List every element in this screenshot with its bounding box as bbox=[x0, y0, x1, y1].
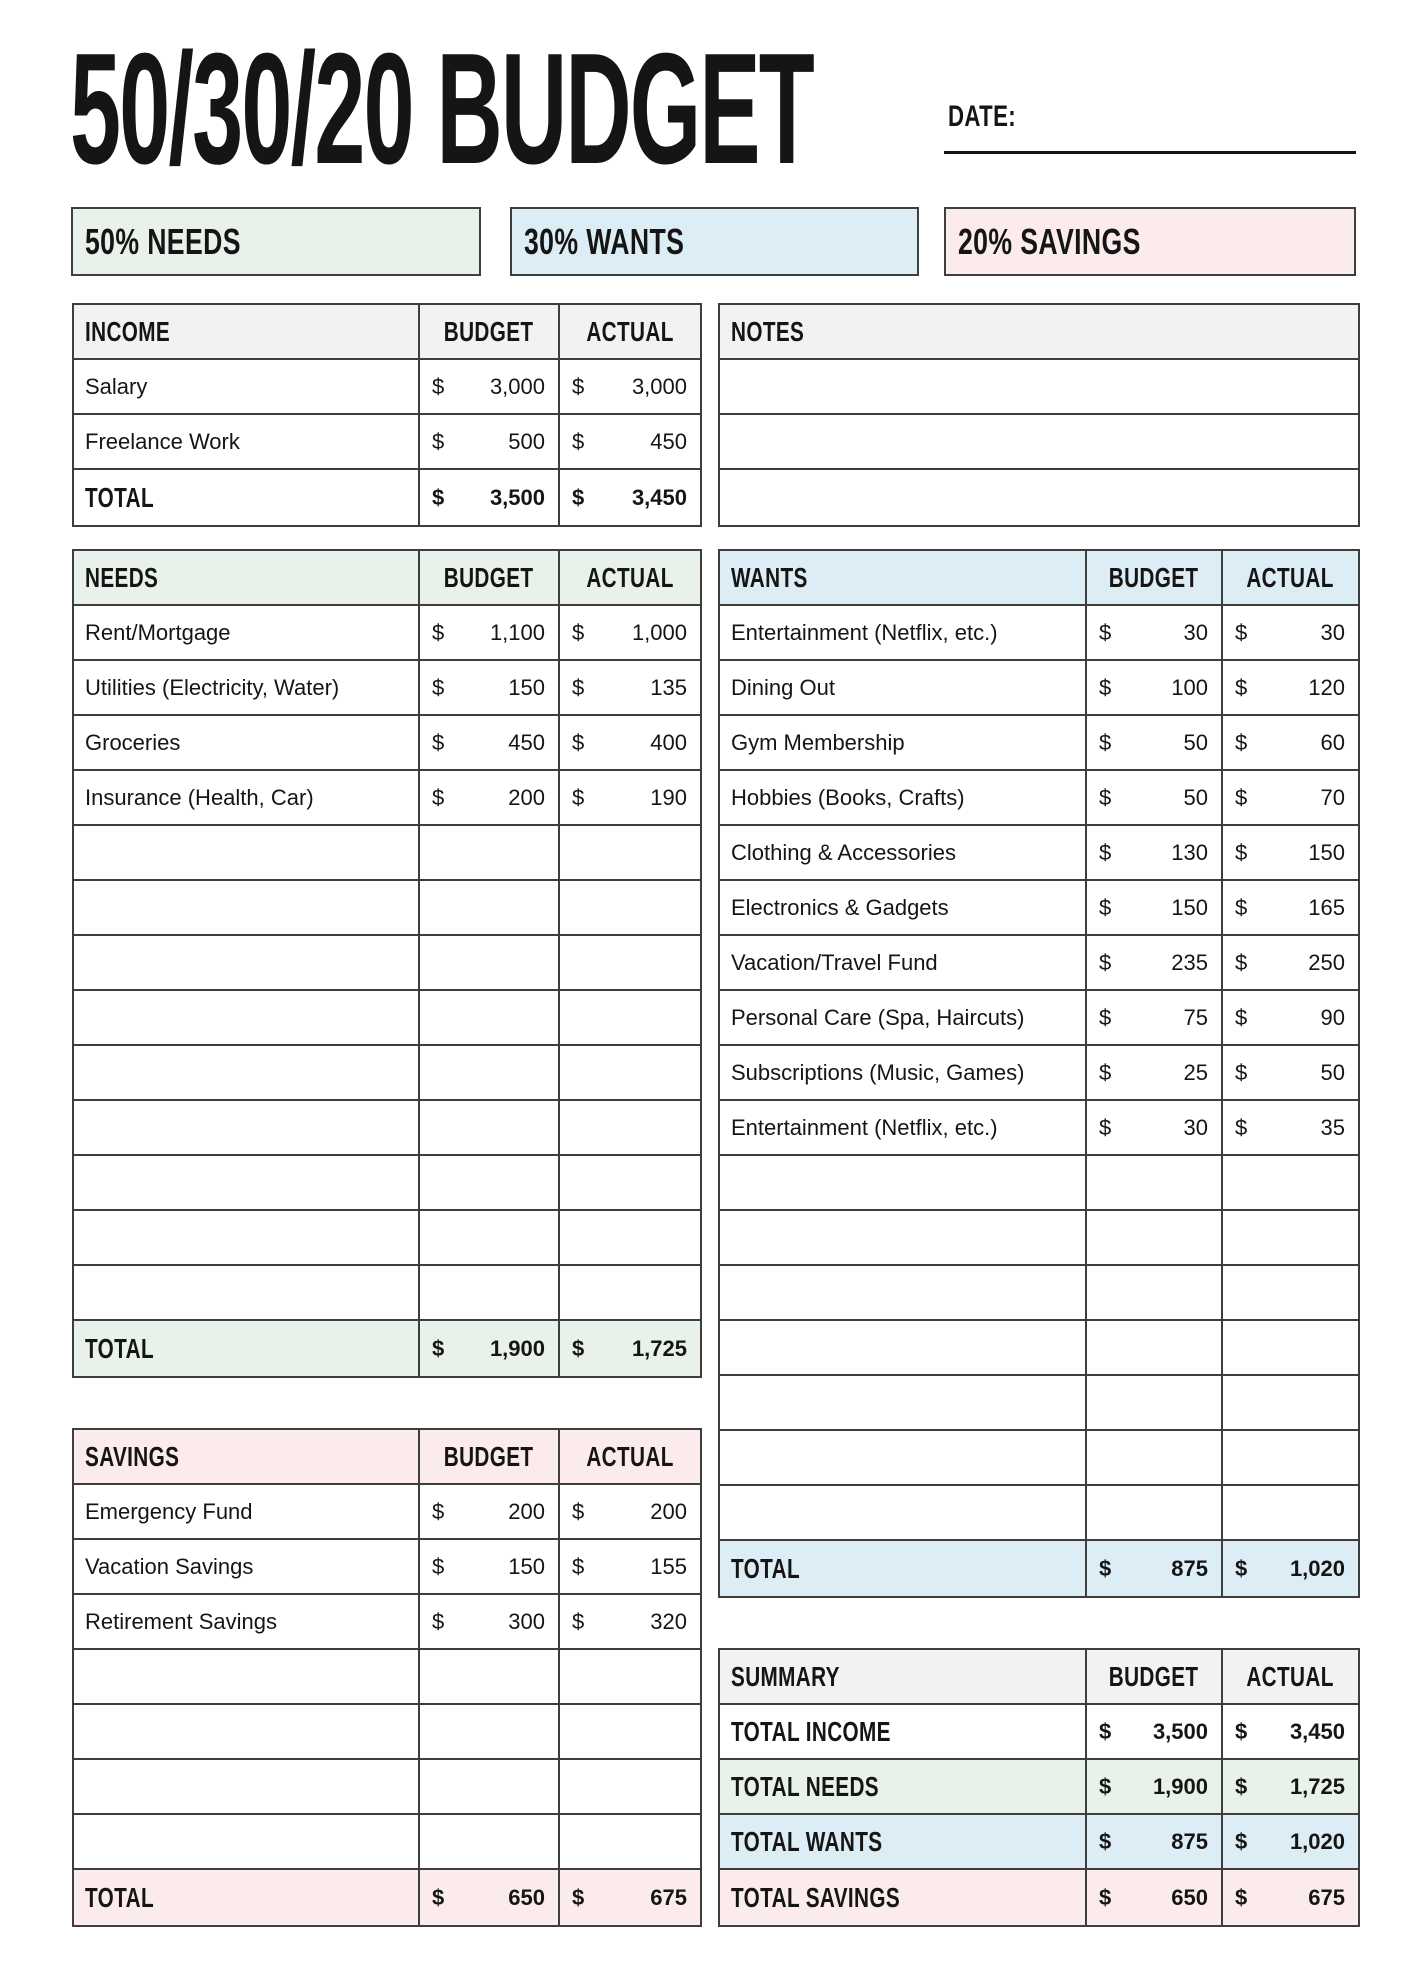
notes-empty-1 bbox=[720, 415, 1358, 470]
savings-badge-label: 20% SAVINGS bbox=[958, 220, 1141, 262]
income-row-1-budget[interactable]: $ 500 bbox=[420, 415, 560, 468]
needs-empty-1-label[interactable] bbox=[74, 881, 420, 934]
needs-row-3 bbox=[74, 771, 700, 826]
wants-row-7-label[interactable]: Personal Care (Spa, Haircuts) bbox=[720, 991, 1087, 1044]
needs-empty-5-label[interactable] bbox=[74, 1101, 420, 1154]
savings-total-actual[interactable]: $ 675 bbox=[572, 1884, 687, 1910]
income-row-0-budget[interactable]: $ 3,000 bbox=[420, 360, 560, 413]
needs-empty-8 bbox=[74, 1266, 700, 1321]
savings-header bbox=[74, 1430, 700, 1485]
needs-empty-0-actual[interactable] bbox=[560, 826, 700, 879]
summary-row-3 bbox=[720, 1870, 1358, 1925]
wants-empty-5-actual[interactable] bbox=[1223, 1431, 1358, 1484]
needs-empty-7 bbox=[74, 1211, 700, 1266]
wants-empty-6-label[interactable] bbox=[720, 1486, 1087, 1539]
needs-row-2-label[interactable]: Groceries bbox=[74, 716, 420, 769]
needs-header-actual: ACTUAL bbox=[586, 561, 674, 593]
wants-empty-1-label[interactable] bbox=[720, 1211, 1087, 1264]
wants-row-2-actual[interactable]: $ 60 bbox=[1235, 729, 1345, 755]
notes-empty-0 bbox=[720, 360, 1358, 415]
income-header-label: INCOME bbox=[74, 305, 420, 358]
savings-empty-1-budget[interactable] bbox=[420, 1705, 560, 1758]
summary-row-1-budget[interactable]: $ 1,900 bbox=[1087, 1760, 1223, 1813]
wants-row-0-label[interactable]: Entertainment (Netflix, etc.) bbox=[720, 606, 1087, 659]
needs-empty-5 bbox=[74, 1101, 700, 1156]
needs-row-0-budget[interactable]: $ 1,100 bbox=[420, 606, 560, 659]
wants-row-5-label[interactable]: Electronics & Gadgets bbox=[720, 881, 1087, 934]
wants-row-4-label[interactable]: Clothing & Accessories bbox=[720, 826, 1087, 879]
notes-empty-2 bbox=[720, 470, 1358, 525]
savings-empty-3-label[interactable] bbox=[74, 1815, 420, 1868]
wants-row-7-actual[interactable]: $ 90 bbox=[1235, 1004, 1345, 1030]
summary-row-2-label[interactable]: TOTAL WANTS bbox=[720, 1815, 1087, 1868]
needs-row-3-budget[interactable]: $ 200 bbox=[420, 771, 560, 824]
wants-row-6-actual[interactable]: $ 250 bbox=[1235, 949, 1345, 975]
wants-row-8 bbox=[720, 1046, 1358, 1101]
wants-total-label[interactable]: TOTAL bbox=[720, 1541, 1087, 1596]
savings-empty-1-actual[interactable] bbox=[560, 1705, 700, 1758]
wants-empty-4-budget[interactable] bbox=[1087, 1376, 1223, 1429]
summary-header-actual: ACTUAL bbox=[1246, 1660, 1335, 1692]
savings-row-1-actual[interactable]: $ 155 bbox=[572, 1553, 687, 1579]
savings-empty-0 bbox=[74, 1650, 700, 1705]
wants-row-1-budget[interactable]: $ 100 bbox=[1087, 661, 1223, 714]
wants-row-9 bbox=[720, 1101, 1358, 1156]
wants-row-2-budget[interactable]: $ 50 bbox=[1087, 716, 1223, 769]
wants-row-4-actual[interactable]: $ 150 bbox=[1235, 839, 1345, 865]
date-fill-line[interactable] bbox=[944, 151, 1356, 154]
savings-row-0-budget[interactable]: $ 200 bbox=[420, 1485, 560, 1538]
needs-empty-2-budget[interactable] bbox=[420, 936, 560, 989]
savings-row-0-label[interactable]: Emergency Fund bbox=[74, 1485, 420, 1538]
wants-total-budget[interactable]: $ 875 bbox=[1087, 1541, 1223, 1596]
notes-header bbox=[720, 305, 1358, 360]
needs-row-0-actual[interactable]: $ 1,000 bbox=[572, 619, 687, 645]
wants-row-8-actual[interactable]: $ 50 bbox=[1235, 1059, 1345, 1085]
summary-table bbox=[718, 1648, 1360, 1927]
needs-badge bbox=[71, 207, 481, 276]
savings-row-0 bbox=[74, 1485, 700, 1540]
savings-header-label: SAVINGS bbox=[74, 1430, 420, 1483]
wants-row-9-budget[interactable]: $ 30 bbox=[1087, 1101, 1223, 1154]
needs-row-2-budget[interactable]: $ 450 bbox=[420, 716, 560, 769]
savings-badge bbox=[944, 207, 1356, 276]
wants-table bbox=[718, 549, 1360, 1598]
wants-empty-3 bbox=[720, 1321, 1358, 1376]
savings-row-2-actual[interactable]: $ 320 bbox=[572, 1608, 687, 1634]
savings-empty-0-actual[interactable] bbox=[560, 1650, 700, 1703]
needs-empty-4-budget[interactable] bbox=[420, 1046, 560, 1099]
wants-empty-4-actual[interactable] bbox=[1223, 1376, 1358, 1429]
needs-row-1-budget[interactable]: $ 150 bbox=[420, 661, 560, 714]
wants-empty-4-label[interactable] bbox=[720, 1376, 1087, 1429]
needs-row-1 bbox=[74, 661, 700, 716]
needs-empty-1-actual[interactable] bbox=[560, 881, 700, 934]
wants-empty-1 bbox=[720, 1211, 1358, 1266]
summary-header bbox=[720, 1650, 1358, 1705]
wants-row-3 bbox=[720, 771, 1358, 826]
needs-empty-2 bbox=[74, 936, 700, 991]
wants-empty-6 bbox=[720, 1486, 1358, 1541]
needs-empty-6-label[interactable] bbox=[74, 1156, 420, 1209]
income-total-actual[interactable]: $ 3,450 bbox=[572, 484, 687, 510]
notes-empty-0-label[interactable] bbox=[720, 360, 1354, 413]
savings-header-actual: ACTUAL bbox=[586, 1440, 674, 1472]
wants-empty-0-label[interactable] bbox=[720, 1156, 1087, 1209]
summary-header-label: SUMMARY bbox=[720, 1650, 1087, 1703]
wants-empty-3-label[interactable] bbox=[720, 1321, 1087, 1374]
income-row-1-actual[interactable]: $ 450 bbox=[572, 428, 687, 454]
needs-table bbox=[72, 549, 702, 1378]
savings-row-1-budget[interactable]: $ 150 bbox=[420, 1540, 560, 1593]
needs-empty-5-budget[interactable] bbox=[420, 1101, 560, 1154]
savings-empty-3-budget[interactable] bbox=[420, 1815, 560, 1868]
wants-row-3-budget[interactable]: $ 50 bbox=[1087, 771, 1223, 824]
needs-empty-4-label[interactable] bbox=[74, 1046, 420, 1099]
summary-header-budget: BUDGET bbox=[1087, 1650, 1223, 1703]
date-label: DATE: bbox=[948, 100, 1017, 133]
wants-empty-3-budget[interactable] bbox=[1087, 1321, 1223, 1374]
savings-empty-1 bbox=[74, 1705, 700, 1760]
needs-total-budget[interactable]: $ 1,900 bbox=[420, 1321, 560, 1376]
wants-row-6-label[interactable]: Vacation/Travel Fund bbox=[720, 936, 1087, 989]
wants-total-actual[interactable]: $ 1,020 bbox=[1235, 1555, 1345, 1581]
wants-empty-6-budget[interactable] bbox=[1087, 1486, 1223, 1539]
needs-row-2-actual[interactable]: $ 400 bbox=[572, 729, 687, 755]
needs-empty-1-budget[interactable] bbox=[420, 881, 560, 934]
wants-empty-5 bbox=[720, 1431, 1358, 1486]
income-row-0-label[interactable]: Salary bbox=[74, 360, 420, 413]
needs-row-1-label[interactable]: Utilities (Electricity, Water) bbox=[74, 661, 420, 714]
notes-table bbox=[718, 303, 1360, 527]
summary-row-1-label[interactable]: TOTAL NEEDS bbox=[720, 1760, 1087, 1813]
summary-row-1 bbox=[720, 1760, 1358, 1815]
needs-empty-3-actual[interactable] bbox=[560, 991, 700, 1044]
needs-row-1-actual[interactable]: $ 135 bbox=[572, 674, 687, 700]
wants-empty-1-actual[interactable] bbox=[1223, 1211, 1358, 1264]
savings-table bbox=[72, 1428, 702, 1927]
income-table bbox=[72, 303, 702, 527]
wants-header-budget: BUDGET bbox=[1087, 551, 1223, 604]
wants-row-6 bbox=[720, 936, 1358, 991]
summary-row-1-actual[interactable]: $ 1,725 bbox=[1235, 1773, 1345, 1799]
income-row-0-actual[interactable]: $ 3,000 bbox=[572, 373, 687, 399]
needs-empty-3-label[interactable] bbox=[74, 991, 420, 1044]
needs-empty-5-actual[interactable] bbox=[560, 1101, 700, 1154]
savings-total bbox=[74, 1870, 700, 1925]
wants-row-9-label[interactable]: Entertainment (Netflix, etc.) bbox=[720, 1101, 1087, 1154]
wants-header bbox=[720, 551, 1358, 606]
income-header-budget: BUDGET bbox=[420, 305, 560, 358]
income-total-label[interactable]: TOTAL bbox=[74, 470, 420, 525]
wants-row-6-budget[interactable]: $ 235 bbox=[1087, 936, 1223, 989]
savings-empty-3-actual[interactable] bbox=[560, 1815, 700, 1868]
wants-empty-0-budget[interactable] bbox=[1087, 1156, 1223, 1209]
needs-empty-3 bbox=[74, 991, 700, 1046]
wants-row-1-label[interactable]: Dining Out bbox=[720, 661, 1087, 714]
needs-empty-1 bbox=[74, 881, 700, 936]
needs-empty-8-label[interactable] bbox=[74, 1266, 420, 1319]
needs-empty-4 bbox=[74, 1046, 700, 1101]
wants-empty-2-label[interactable] bbox=[720, 1266, 1087, 1319]
savings-header-budget: BUDGET bbox=[420, 1430, 560, 1483]
wants-empty-5-label[interactable] bbox=[720, 1431, 1087, 1484]
wants-row-4-budget[interactable]: $ 130 bbox=[1087, 826, 1223, 879]
wants-empty-0-actual[interactable] bbox=[1223, 1156, 1358, 1209]
wants-row-9-actual[interactable]: $ 35 bbox=[1235, 1114, 1345, 1140]
summary-row-2-actual[interactable]: $ 1,020 bbox=[1235, 1828, 1345, 1854]
wants-row-1 bbox=[720, 661, 1358, 716]
savings-empty-2-budget[interactable] bbox=[420, 1760, 560, 1813]
needs-row-0-label[interactable]: Rent/Mortgage bbox=[74, 606, 420, 659]
summary-row-2 bbox=[720, 1815, 1358, 1870]
notes-empty-1-label[interactable] bbox=[720, 415, 1354, 468]
wants-row-0-budget[interactable]: $ 30 bbox=[1087, 606, 1223, 659]
savings-row-2 bbox=[74, 1595, 700, 1650]
needs-empty-3-budget[interactable] bbox=[420, 991, 560, 1044]
summary-row-0-budget[interactable]: $ 3,500 bbox=[1087, 1705, 1223, 1758]
wants-row-2-label[interactable]: Gym Membership bbox=[720, 716, 1087, 769]
needs-empty-7-budget[interactable] bbox=[420, 1211, 560, 1264]
income-row-1-label[interactable]: Freelance Work bbox=[74, 415, 420, 468]
wants-row-7-budget[interactable]: $ 75 bbox=[1087, 991, 1223, 1044]
savings-empty-2-actual[interactable] bbox=[560, 1760, 700, 1813]
needs-empty-6 bbox=[74, 1156, 700, 1211]
income-header-actual: ACTUAL bbox=[586, 315, 674, 347]
wants-empty-3-actual[interactable] bbox=[1223, 1321, 1358, 1374]
wants-row-8-budget[interactable]: $ 25 bbox=[1087, 1046, 1223, 1099]
income-total-budget[interactable]: $ 3,500 bbox=[420, 470, 560, 525]
needs-total-actual[interactable]: $ 1,725 bbox=[572, 1335, 687, 1361]
wants-empty-0 bbox=[720, 1156, 1358, 1211]
summary-row-0 bbox=[720, 1705, 1358, 1760]
notes-header-label: NOTES bbox=[731, 315, 805, 347]
needs-empty-2-actual[interactable] bbox=[560, 936, 700, 989]
needs-badge-label: 50% NEEDS bbox=[85, 220, 241, 262]
wants-row-5 bbox=[720, 881, 1358, 936]
wants-row-5-actual[interactable]: $ 165 bbox=[1235, 894, 1345, 920]
needs-empty-7-label[interactable] bbox=[74, 1211, 420, 1264]
income-header bbox=[74, 305, 700, 360]
wants-row-8-label[interactable]: Subscriptions (Music, Games) bbox=[720, 1046, 1087, 1099]
needs-empty-0-label[interactable] bbox=[74, 826, 420, 879]
notes-empty-2-label[interactable] bbox=[720, 470, 1354, 525]
wants-empty-1-budget[interactable] bbox=[1087, 1211, 1223, 1264]
needs-header-label: NEEDS bbox=[74, 551, 420, 604]
needs-empty-7-actual[interactable] bbox=[560, 1211, 700, 1264]
savings-empty-0-label[interactable] bbox=[74, 1650, 420, 1703]
needs-empty-6-budget[interactable] bbox=[420, 1156, 560, 1209]
savings-row-1-label[interactable]: Vacation Savings bbox=[74, 1540, 420, 1593]
wants-empty-2 bbox=[720, 1266, 1358, 1321]
savings-empty-3 bbox=[74, 1815, 700, 1870]
needs-empty-8-budget[interactable] bbox=[420, 1266, 560, 1319]
savings-empty-2 bbox=[74, 1760, 700, 1815]
income-row-0 bbox=[74, 360, 700, 415]
summary-row-0-label[interactable]: TOTAL INCOME bbox=[720, 1705, 1087, 1758]
wants-empty-2-budget[interactable] bbox=[1087, 1266, 1223, 1319]
savings-row-1 bbox=[74, 1540, 700, 1595]
wants-header-label: WANTS bbox=[720, 551, 1087, 604]
needs-header bbox=[74, 551, 700, 606]
needs-total-label[interactable]: TOTAL bbox=[74, 1321, 420, 1376]
savings-empty-0-budget[interactable] bbox=[420, 1650, 560, 1703]
wants-empty-6-actual[interactable] bbox=[1223, 1486, 1358, 1539]
savings-empty-2-label[interactable] bbox=[74, 1760, 420, 1813]
wants-badge-label: 30% WANTS bbox=[524, 220, 685, 262]
wants-row-0 bbox=[720, 606, 1358, 661]
needs-empty-2-label[interactable] bbox=[74, 936, 420, 989]
needs-total bbox=[74, 1321, 700, 1376]
wants-empty-2-actual[interactable] bbox=[1223, 1266, 1358, 1319]
needs-empty-4-actual[interactable] bbox=[560, 1046, 700, 1099]
needs-row-0 bbox=[74, 606, 700, 661]
needs-empty-0 bbox=[74, 826, 700, 881]
income-row-1 bbox=[74, 415, 700, 470]
summary-row-3-budget[interactable]: $ 650 bbox=[1087, 1870, 1223, 1925]
wants-row-4 bbox=[720, 826, 1358, 881]
savings-empty-1-label[interactable] bbox=[74, 1705, 420, 1758]
wants-empty-5-budget[interactable] bbox=[1087, 1431, 1223, 1484]
needs-empty-8-actual[interactable] bbox=[560, 1266, 700, 1319]
wants-badge bbox=[510, 207, 919, 276]
summary-row-2-budget[interactable]: $ 875 bbox=[1087, 1815, 1223, 1868]
needs-row-3-actual[interactable]: $ 190 bbox=[572, 784, 687, 810]
wants-row-1-actual[interactable]: $ 120 bbox=[1235, 674, 1345, 700]
wants-row-3-label[interactable]: Hobbies (Books, Crafts) bbox=[720, 771, 1087, 824]
savings-row-2-budget[interactable]: $ 300 bbox=[420, 1595, 560, 1648]
savings-row-2-label[interactable]: Retirement Savings bbox=[74, 1595, 420, 1648]
wants-row-0-actual[interactable]: $ 30 bbox=[1235, 619, 1345, 645]
wants-header-actual: ACTUAL bbox=[1246, 561, 1335, 593]
savings-total-label[interactable]: TOTAL bbox=[74, 1870, 420, 1925]
wants-row-2 bbox=[720, 716, 1358, 771]
needs-empty-0-budget[interactable] bbox=[420, 826, 560, 879]
wants-row-3-actual[interactable]: $ 70 bbox=[1235, 784, 1345, 810]
needs-header-budget: BUDGET bbox=[420, 551, 560, 604]
wants-total bbox=[720, 1541, 1358, 1596]
needs-row-2 bbox=[74, 716, 700, 771]
wants-row-7 bbox=[720, 991, 1358, 1046]
wants-empty-4 bbox=[720, 1376, 1358, 1431]
income-total bbox=[74, 470, 700, 525]
wants-row-5-budget[interactable]: $ 150 bbox=[1087, 881, 1223, 934]
summary-row-3-actual[interactable]: $ 675 bbox=[1235, 1884, 1345, 1910]
needs-row-3-label[interactable]: Insurance (Health, Car) bbox=[74, 771, 420, 824]
savings-row-0-actual[interactable]: $ 200 bbox=[572, 1498, 687, 1524]
needs-empty-6-actual[interactable] bbox=[560, 1156, 700, 1209]
summary-row-3-label[interactable]: TOTAL SAVINGS bbox=[720, 1870, 1087, 1925]
page-title: 50/30/20 BUDGET bbox=[70, 21, 813, 197]
savings-total-budget[interactable]: $ 650 bbox=[420, 1870, 560, 1925]
summary-row-0-actual[interactable]: $ 3,450 bbox=[1235, 1718, 1345, 1744]
